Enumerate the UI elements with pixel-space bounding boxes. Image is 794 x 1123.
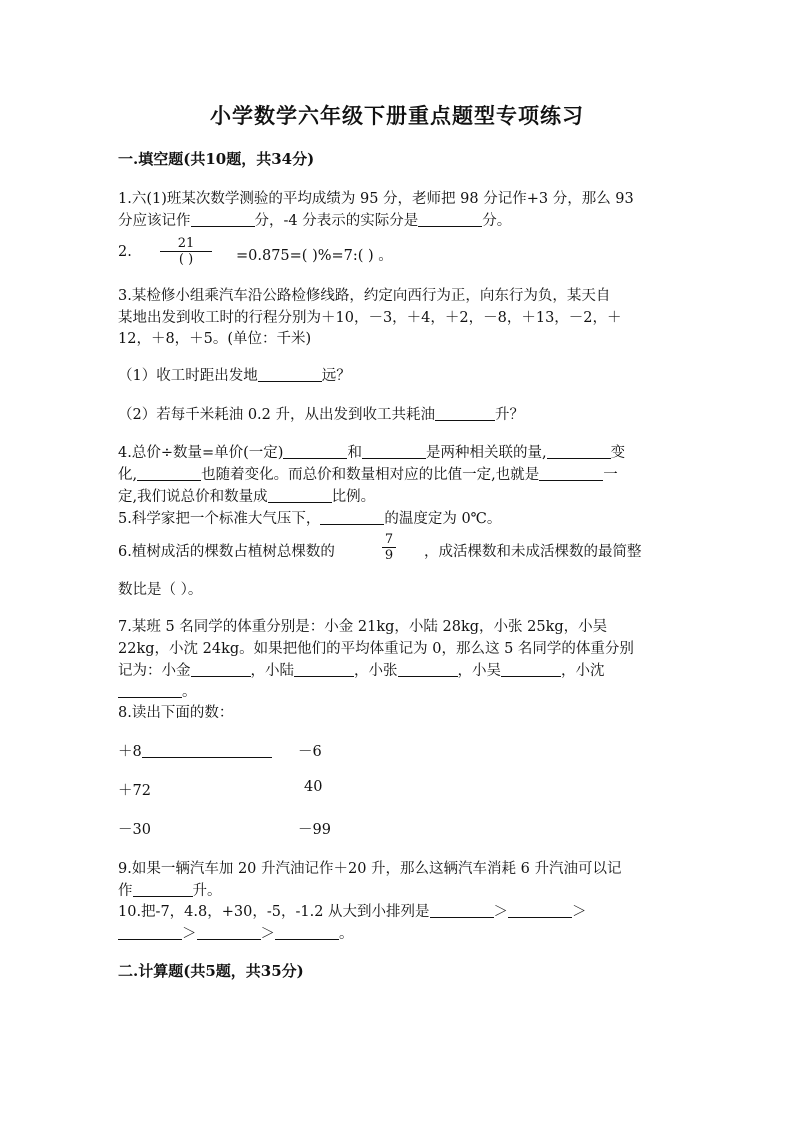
- q8-item: 40: [304, 779, 323, 795]
- q7-line-2: 22kg，小沈 24kg。如果把他们的平均体重记为 0，那么这 5 名同学的体重分别: [118, 641, 634, 657]
- answer-blank[interactable]: [398, 662, 458, 677]
- answer-blank[interactable]: [320, 510, 384, 525]
- q8-item: ＋8: [118, 740, 272, 761]
- answer-blank[interactable]: [501, 662, 561, 677]
- q8-item: －6: [298, 744, 322, 760]
- q9-line-2: 作 升。: [118, 883, 222, 899]
- q1-line-2: 分应该记作 分，-4 分表示的实际分是 分。: [118, 213, 512, 229]
- q3-line-1: 3.某检修小组乘汽车沿公路检修线路，约定向西行为正，向东行为负，某天自: [118, 288, 611, 304]
- answer-blank[interactable]: [539, 466, 603, 481]
- q9-line-1: 9.如果一辆汽车加 20 升汽油记作＋20 升，那么这辆汽车消耗 6 升汽油可以记: [118, 861, 622, 877]
- answer-blank[interactable]: [362, 444, 426, 459]
- answer-blank[interactable]: [418, 212, 482, 227]
- q8-item: －30: [118, 822, 151, 838]
- q5-line: 5.科学家把一个标准大气压下， 的温度定为 0℃。: [118, 511, 502, 527]
- answer-blank[interactable]: [118, 683, 182, 698]
- section-calculation-heading: 二.计算题(共5题，共35分): [118, 962, 304, 980]
- q7-line-1: 7.某班 5 名同学的体重分别是：小金 21kg，小陆 28kg，小张 25kg，小吴: [118, 619, 608, 635]
- q10-line-2: ＞ ＞ 。: [118, 922, 354, 943]
- page-title: 小学数学六年级下册重点题型专项练习: [210, 103, 584, 128]
- q3-line-2: 某地出发到收工时的行程分别为＋10，－3，＋4，＋2，－8，＋13，－2，＋: [118, 310, 622, 326]
- answer-blank[interactable]: [268, 488, 332, 503]
- q4-line-1: 4.总价÷数量=单价(一定) 和 是两种相关联的量, 变: [118, 445, 626, 461]
- answer-blank[interactable]: [142, 743, 272, 758]
- answer-blank[interactable]: [294, 662, 354, 677]
- q8-item: ＋72: [118, 783, 151, 799]
- q4-line-2: 化, 也随着变化。而总价和数量相对应的比值一定,也就是 一: [118, 467, 618, 483]
- answer-blank[interactable]: [547, 444, 611, 459]
- q1-line-1: 1.六(1)班某次数学测验的平均成绩为 95 分，老师把 98 分记作+3 分，那么 93: [118, 191, 634, 207]
- answer-blank[interactable]: [258, 367, 322, 382]
- q4-line-3: 定,我们说总价和数量成 比例。: [118, 489, 376, 505]
- answer-blank[interactable]: [275, 925, 339, 940]
- section-fill-blank-heading: 一.填空题(共10题，共34分): [118, 150, 315, 168]
- q2-number: 2.: [118, 244, 132, 260]
- q7-line-3: 记为：小金 ，小陆 ，小张 ，小吴 ，小沈: [118, 663, 605, 679]
- q10-line-1: 10.把-7，4.8，+30，-5，-1.2 从大到小排列是 ＞ ＞: [118, 904, 587, 920]
- answer-blank[interactable]: [283, 444, 347, 459]
- q8-item: －99: [298, 822, 331, 838]
- answer-blank[interactable]: [191, 662, 251, 677]
- q3-sub-1: （1）收工时距出发地 远？: [118, 368, 351, 384]
- answer-blank[interactable]: [133, 882, 193, 897]
- q8-heading: 8.读出下面的数：: [118, 705, 234, 721]
- answer-blank[interactable]: [435, 406, 495, 421]
- q2-fraction: 21 ( ): [160, 236, 212, 267]
- answer-blank[interactable]: [191, 212, 255, 227]
- answer-blank[interactable]: [430, 903, 494, 918]
- q3-line-3: 12，＋8，＋5。(单位：千米): [118, 331, 312, 347]
- answer-blank[interactable]: [197, 925, 261, 940]
- q6-line-2: 数比是（ ）。: [118, 582, 203, 598]
- answer-blank[interactable]: [137, 466, 201, 481]
- q3-sub-2: （2）若每千米耗油 0.2 升，从出发到收工共耗油 升？: [118, 407, 525, 423]
- q6-text-a: 6.植树成活的棵数占植树总棵数的: [118, 544, 335, 560]
- q2-equation: =0.875=( )%=7:( ) 。: [236, 248, 393, 264]
- q6-text-b: ，成活棵数和未成活棵数的最简整: [424, 544, 642, 560]
- answer-blank[interactable]: [118, 925, 182, 940]
- answer-blank[interactable]: [508, 903, 572, 918]
- q7-line-4: 。: [118, 680, 197, 701]
- q6-fraction: 7 9: [382, 532, 396, 563]
